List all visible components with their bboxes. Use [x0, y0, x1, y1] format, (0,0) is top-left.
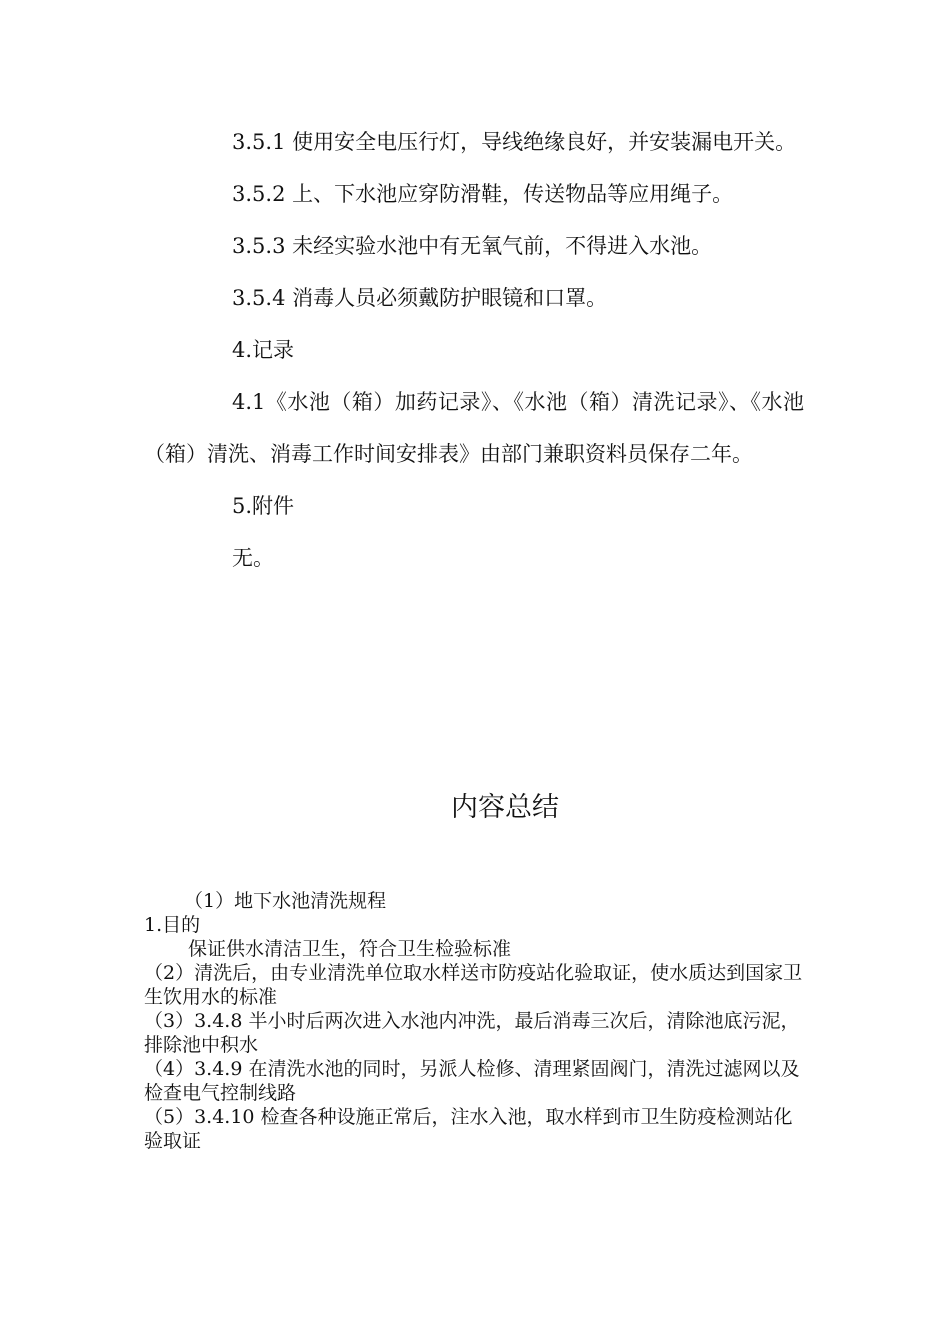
summary-line: （2）清洗后，由专业清洗单位取水样送市防疫站化验取证，使水质达到国家卫生饮用水的标准 — [144, 962, 803, 1008]
section-heading-attachments: 5.附件 — [232, 494, 295, 518]
summary-line: 保证供水清洁卫生，符合卫生检验标准 — [188, 938, 512, 960]
summary-block — [144, 889, 804, 1153]
paragraph-attachments-none: 无。 — [232, 546, 274, 570]
summary-title: 内容总结 — [451, 792, 559, 823]
summary-line: （1）地下水池清洗规程 — [184, 890, 387, 912]
paragraph-3-5-2: 3.5.2 上、下水池应穿防滑鞋，传送物品等应用绳子。 — [232, 182, 734, 206]
document-body — [144, 116, 804, 584]
paragraph-3-5-1: 3.5.1 使用安全电压行灯，导线绝缘良好，并安装漏电开关。 — [232, 130, 797, 154]
paragraph-4-1: 4.1《水池（箱）加药记录》、《水池（箱）清洗记录》、《水池（箱）清洗、消毒工作时间安排表》由部门兼职资料员保存二年。 — [144, 390, 804, 466]
summary-line: （3）3.4.8 半小时后两次进入水池内冲洗，最后消毒三次后，清除池底污泥，排除池中积水 — [144, 1010, 800, 1056]
summary-line: 1.目的 — [144, 914, 201, 936]
summary-line: （5）3.4.10 检查各种设施正常后，注水入池，取水样到市卫生防疫检测站化验取证 — [144, 1106, 793, 1152]
summary-line: （4）3.4.9 在清洗水池的同时，另派人检修、清理紧固阀门，清洗过滤网以及检查电气控制线路 — [144, 1058, 800, 1104]
section-heading-records: 4.记录 — [232, 338, 295, 362]
paragraph-3-5-4: 3.5.4 消毒人员必须戴防护眼镜和口罩。 — [232, 286, 608, 310]
paragraph-3-5-3: 3.5.3 未经实验水池中有无氧气前，不得进入水池。 — [232, 234, 713, 258]
